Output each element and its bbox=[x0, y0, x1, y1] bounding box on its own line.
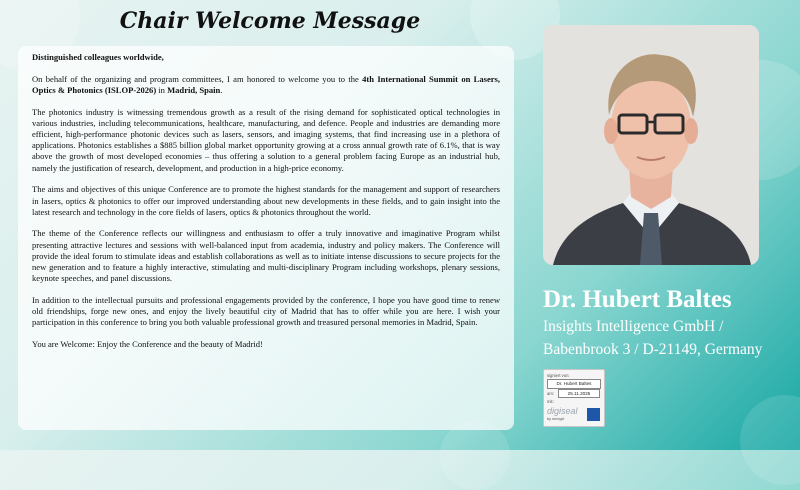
letter-paragraph: The photonics industry is witnessing tremendous growth as a result of the rising demand for sophisticated optical technologies in various industries, including telecommunications, healthcare, manufacturing, and defence. People and industries are demanding more efficient, high-performance photonic devices such as lasers, sensors, and imaging systems, that find increasing use in a plethora of applications. Photonics establishes a $885 billion global market opportunity growing at a cross annual growth rate of 6.1%, that is way above the growth of most developed economies – thus offering a solution to a general problem facing Europe as an industrial hub, namely the justification of research, development, and production in a high-price economy. bbox=[32, 106, 500, 173]
chair-affiliation-line2: Babenbrook 3 / D-21149, Germany bbox=[543, 341, 763, 358]
letter-paragraph-intro: On behalf of the organizing and program committees, I am honored to welcome you to the 4th International Summit on Lasers, Optics & Photonics (ISLOP-2026) in Madrid, Spain. bbox=[32, 73, 501, 95]
letter-paragraph: In addition to the intellectual pursuits and professional engagements provided by the conference, I hope you have good time to renew old friendships, forge new ones, and enjoy the lively beautiful city of Madrid that has to offer while you are here. I wish your participation in this conference to bring you both valuable professional growth and treasured personal memories in Madrid, Spain. bbox=[32, 294, 500, 328]
event-name: 4th International Summit on Lasers, Optics & Photonics (ISLOP-2026) bbox=[32, 73, 501, 95]
stamp-date: 25.11.2025 bbox=[558, 389, 600, 398]
chair-photo bbox=[543, 25, 759, 265]
stamp-signer: Dr. Hubert Baltes bbox=[547, 379, 601, 389]
chair-name: Dr. Hubert Baltes bbox=[543, 286, 732, 313]
decor-circle bbox=[440, 420, 510, 490]
decor-circle bbox=[740, 395, 800, 485]
stamp-brand: digiseal bbox=[547, 406, 578, 416]
stamp-brand-sub: by secrypt bbox=[547, 417, 565, 421]
digital-signature-stamp bbox=[543, 369, 605, 427]
event-location: Madrid, Spain bbox=[167, 84, 221, 95]
letter-paragraph: The theme of the Conference reflects our willingness and enthusiasm to offer a truly innovative and imaginative Program whilst presenting attractive lectures and sessions with well-balanced input from academia, industry and policy makers. The Conference will provide the ideal forum to stimulate ideas and establish collaborations as well as to initiate intense discussions to secure projects for the new generation and to feature a highly interactive, stimulating and multi-disciplinary Program including workshops, plenary sessions, keynote speeches, and panel discussions. bbox=[32, 228, 500, 284]
letter-greeting: Distinguished colleagues worldwide, bbox=[32, 52, 164, 62]
stamp-time-label: mit: bbox=[547, 399, 554, 404]
stamp-signed-by-label: signiert von: bbox=[547, 373, 570, 378]
letter-paragraph: The aims and objectives of this unique Conference are to promote the highest standards for the management and support of researchers in lasers, optics & photonics to offer our improved understanding about new developments in these fields, and to gain insight into the latest research and technology in the core fields of lasers, optics & photonics throughout the world. bbox=[32, 184, 500, 217]
letter-closing: You are Welcome: Enjoy the Conference and the beauty of Madrid! bbox=[32, 339, 263, 350]
stamp-date-label: am: bbox=[547, 391, 554, 396]
page-title: Chair Welcome Message bbox=[119, 8, 421, 34]
chair-affiliation-line1: Insights Intelligence GmbH / bbox=[543, 318, 724, 335]
portrait-image bbox=[543, 25, 759, 265]
stamp-logo-icon bbox=[587, 408, 600, 421]
welcome-letter bbox=[18, 46, 514, 430]
